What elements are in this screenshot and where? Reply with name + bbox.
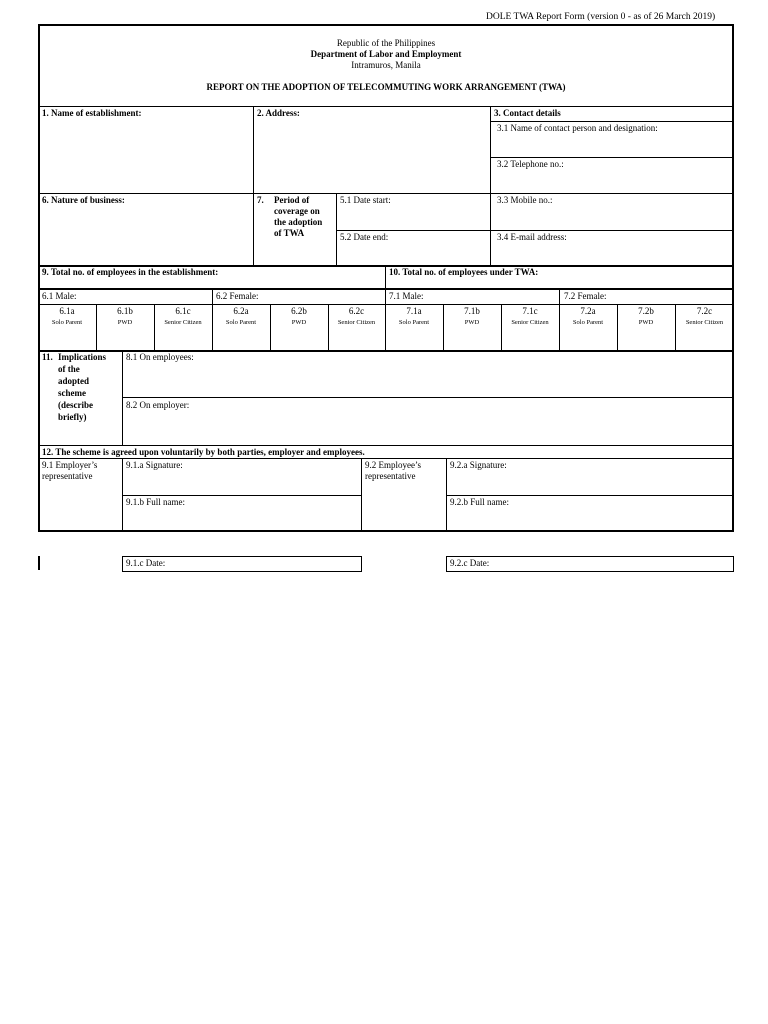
subcolumn-code: 6.1a — [59, 306, 75, 316]
employee-fullname-label: 9.2.b Full name: — [450, 497, 509, 507]
twa-female-label: 7.2 Female: — [564, 291, 607, 301]
employee-signature-label: 9.2.a Signature: — [450, 460, 507, 470]
rule — [446, 495, 734, 496]
rule — [122, 350, 123, 445]
subcolumn-label: Solo Parent — [51, 319, 83, 326]
employee-signature-field[interactable] — [448, 472, 732, 494]
address-label: 2. Address: — [257, 108, 300, 118]
period-number: 7. — [257, 195, 264, 205]
rule — [446, 458, 447, 532]
email-label: 3.4 E-mail address: — [497, 232, 567, 242]
subcolumn-count-field[interactable] — [40, 329, 94, 349]
rule — [38, 458, 734, 459]
contact-person-field[interactable] — [492, 134, 732, 156]
subcolumn-count-field[interactable] — [214, 329, 268, 349]
on-employer-field[interactable] — [124, 412, 732, 444]
margin-mark — [38, 556, 40, 570]
date-start-label: 5.1 Date start: — [340, 195, 391, 205]
rule — [122, 397, 734, 398]
telephone-label: 3.2 Telephone no.: — [497, 159, 564, 169]
rule — [361, 458, 362, 532]
rule — [490, 106, 491, 265]
employee-fullname-field[interactable] — [448, 509, 732, 531]
subcolumn-code: 6.2c — [348, 306, 365, 316]
mobile-field[interactable] — [492, 206, 732, 229]
implications-label-line: scheme — [58, 388, 86, 398]
subcolumn-label: Solo Parent — [398, 319, 430, 326]
employee-rep-label-line: 9.2 Employee’s — [365, 460, 421, 470]
date-start-field[interactable] — [338, 206, 489, 229]
establishment-name-label: 1. Name of establishment: — [42, 108, 142, 118]
rule — [38, 445, 734, 446]
republic-text: Republic of the Philippines — [336, 38, 436, 48]
subcolumn-code: 7.2a — [580, 306, 596, 316]
on-employees-field[interactable] — [124, 364, 732, 396]
telephone-field[interactable] — [492, 170, 732, 192]
subcolumn-count-field[interactable] — [387, 329, 441, 349]
date-end-label: 5.2 Date end: — [340, 232, 389, 242]
subcolumn-label: PWD — [291, 319, 307, 326]
subcolumn-label: PWD — [638, 319, 654, 326]
period-label-line: Period of — [274, 195, 310, 205]
subcolumn-label: Solo Parent — [572, 319, 604, 326]
subcolumn-label: Solo Parent — [225, 319, 257, 326]
rule — [38, 288, 734, 290]
employer-rep-label-line: 9.1 Employer’s — [42, 460, 98, 470]
form-version: DOLE TWA Report Form (version 0 - as of 26 March 2019) — [486, 12, 716, 22]
subcolumn-code: 6.2b — [291, 306, 307, 316]
female-label: 6.2 Female: — [216, 291, 259, 301]
total-employees-label: 9. Total no. of employees in the establishment: — [42, 267, 219, 277]
nature-of-business-field[interactable] — [40, 207, 252, 264]
implications-number: 11. — [42, 352, 53, 362]
employer-rep-label-line: representative — [42, 471, 93, 481]
address-field[interactable] — [255, 120, 489, 192]
employer-fullname-label: 9.1.b Full name: — [126, 497, 185, 507]
period-label-line: of TWA — [274, 228, 305, 238]
mobile-label: 3.3 Mobile no.: — [497, 195, 553, 205]
subcolumn-code: 7.1a — [406, 306, 422, 316]
employer-date-field[interactable] — [122, 556, 362, 572]
subcolumn-code: 6.1b — [117, 306, 133, 316]
employer-signature-field[interactable] — [124, 472, 360, 494]
subcolumn-count-field[interactable] — [98, 329, 152, 349]
subcolumn-label: PWD — [464, 319, 480, 326]
subcolumn-code: 6.1c — [175, 306, 191, 316]
employer-date-label: 9.1.c Date: — [126, 558, 166, 568]
email-field[interactable] — [492, 243, 732, 264]
subcolumn-count-field[interactable] — [677, 329, 732, 349]
subcolumn-label: PWD — [117, 319, 133, 326]
rule — [38, 304, 734, 305]
subcolumn-label: Senior Citizen — [164, 319, 202, 326]
employer-fullname-field[interactable] — [124, 509, 360, 531]
location-text: Intramuros, Manila — [351, 60, 421, 70]
implications-label-line: adopted — [58, 376, 90, 386]
rule — [336, 193, 337, 265]
rule — [336, 230, 734, 231]
agreement-statement: 12. The scheme is agreed upon voluntarily by both parties, employer and employees. — [42, 447, 365, 457]
subcolumn-count-field[interactable] — [445, 329, 499, 349]
subcolumn-label: Senior Citizen — [511, 319, 549, 326]
contact-details-label: 3. Contact details — [494, 108, 561, 118]
subcolumn-count-field[interactable] — [561, 329, 615, 349]
rule — [253, 106, 254, 265]
rule — [38, 106, 734, 107]
period-label-line: coverage on — [274, 206, 320, 216]
date-end-field[interactable] — [338, 243, 489, 264]
employee-rep-label-line: representative — [365, 471, 416, 481]
establishment-name-field[interactable] — [40, 120, 252, 192]
rule — [122, 458, 123, 532]
implications-label-line: briefly) — [58, 412, 87, 422]
male-label: 6.1 Male: — [42, 291, 77, 301]
subcolumn-count-field[interactable] — [330, 329, 383, 349]
rule — [490, 157, 734, 158]
total-twa-employees-label: 10. Total no. of employees under TWA: — [389, 267, 539, 277]
rule — [38, 193, 734, 194]
subcolumn-code: 6.2a — [233, 306, 249, 316]
rule — [490, 121, 734, 122]
implications-label-line: (describe — [58, 400, 93, 410]
implications-label-line: of the — [58, 364, 80, 374]
implications-label-line: Implications — [58, 352, 107, 362]
subcolumn-code: 7.2c — [696, 306, 713, 316]
contact-person-label: 3.1 Name of contact person and designation: — [497, 123, 658, 133]
subcolumn-code: 7.2b — [638, 306, 654, 316]
subcolumn-count-field[interactable] — [619, 329, 673, 349]
subcolumn-label: Senior Citizen — [337, 319, 376, 326]
employer-signature-label: 9.1.a Signature: — [126, 460, 183, 470]
on-employees-label: 8.1 On employees: — [126, 352, 194, 362]
subcolumn-count-field[interactable] — [272, 329, 326, 349]
department-text: Department of Labor and Employment — [310, 49, 462, 59]
twa-male-label: 7.1 Male: — [389, 291, 424, 301]
on-employer-label: 8.2 On employer: — [126, 400, 190, 410]
subcolumn-code: 7.1c — [522, 306, 538, 316]
employee-date-label: 9.2.c Date: — [450, 558, 490, 568]
nature-of-business-label: 6. Nature of business: — [42, 195, 125, 205]
subcolumn-label: Senior Citizen — [685, 319, 724, 326]
rule — [122, 495, 362, 496]
period-label-line: the adoption — [274, 217, 323, 227]
subcolumn-count-field[interactable] — [156, 329, 210, 349]
subcolumn-code: 7.1b — [464, 306, 480, 316]
report-title: REPORT ON THE ADOPTION OF TELECOMMUTING WORK ARRANGEMENT (TWA) — [206, 82, 566, 92]
subcolumn-count-field[interactable] — [503, 329, 557, 349]
employee-date-field[interactable] — [446, 556, 734, 572]
